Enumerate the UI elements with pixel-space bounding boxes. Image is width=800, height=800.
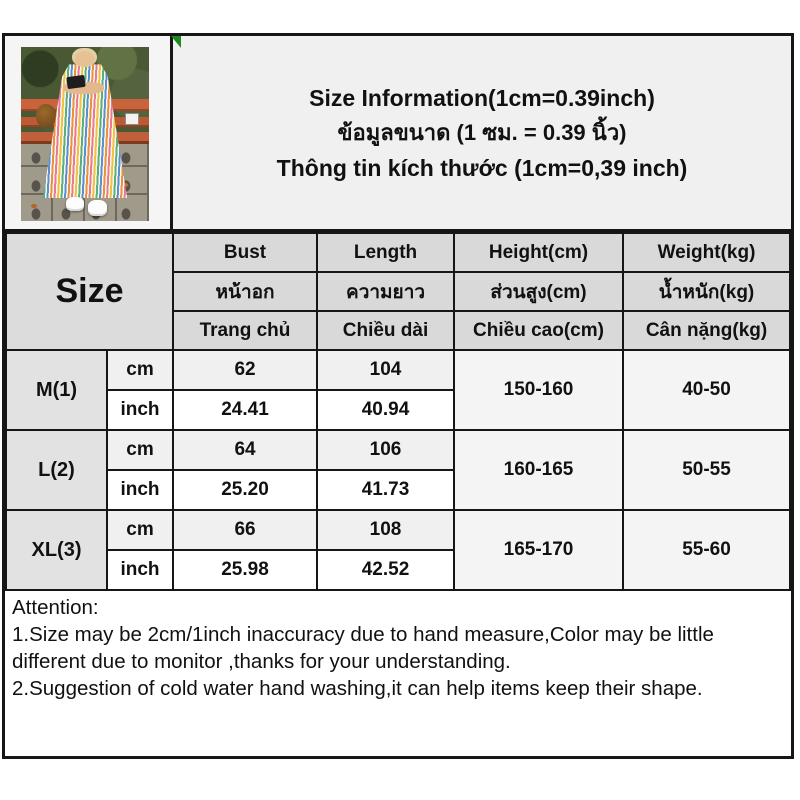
cell-xl3-size: XL(3) (6, 510, 107, 590)
header-bust-vi: Trang chủ (173, 311, 317, 350)
header-weight-th: น้ำหนัก(kg) (623, 272, 790, 311)
cell-l2-height: 160-165 (454, 430, 623, 510)
cell-l2-unit-cm: cm (107, 430, 173, 470)
product-photo (21, 47, 149, 221)
attention-item-2: 2.Suggestion of cold water hand washing,it can help items keep their shape. (12, 677, 703, 700)
title-vietnamese: Thông tin kích thước (1cm=0,39 inch) (276, 154, 688, 181)
cell-l2-length-cm: 106 (317, 430, 454, 470)
header-length-th: ความยาว (317, 272, 454, 311)
header-length-vi: Chiều dài (317, 311, 454, 350)
size-chart-sheet (2, 33, 794, 759)
header-height-th: ส่วนสูง(cm) (454, 272, 623, 311)
model-head (72, 48, 96, 67)
title-cell (173, 36, 791, 229)
cell-m1-weight: 40-50 (623, 350, 790, 430)
header-bust-en: Bust (173, 233, 317, 272)
cell-m1-height: 150-160 (454, 350, 623, 430)
size-table (5, 232, 791, 591)
cell-m1-size: M(1) (6, 350, 107, 430)
header-height-vi: Chiều cao(cm) (454, 311, 623, 350)
cell-l2-size: L(2) (6, 430, 107, 510)
cell-l2-bust-inch: 25.20 (173, 470, 317, 510)
cell-l2-weight: 50-55 (623, 430, 790, 510)
product-photo-cell (5, 36, 173, 229)
header-weight-vi: Cân nặng(kg) (623, 311, 790, 350)
cell-m1-length-inch: 40.94 (317, 390, 454, 430)
cell-xl3-length-inch: 42.52 (317, 550, 454, 590)
cell-xl3-bust-inch: 25.98 (173, 550, 317, 590)
cell-xl3-weight: 55-60 (623, 510, 790, 590)
white-sandal (88, 200, 107, 216)
attention-section (5, 591, 791, 705)
cell-xl3-bust-cm: 66 (173, 510, 317, 550)
header-size: Size (6, 233, 173, 350)
white-sandal (66, 197, 84, 211)
cell-l2-bust-cm: 64 (173, 430, 317, 470)
header-weight-en: Weight(kg) (623, 233, 790, 272)
cell-m1-unit-inch: inch (107, 390, 173, 430)
cell-m1-bust-inch: 24.41 (173, 390, 317, 430)
cell-l2-length-inch: 41.73 (317, 470, 454, 510)
title-english: Size Information(1cm=0.39inch) (309, 84, 655, 111)
attention-item-1: 1.Size may be 2cm/1inch inaccuracy due to hand measure,Color may be little different due to monitor ,thanks for your understanding. (12, 623, 714, 673)
card-on-bench (125, 113, 139, 125)
attention-heading: Attention: (12, 596, 99, 619)
cell-m1-unit-cm: cm (107, 350, 173, 390)
top-section (5, 36, 791, 232)
cell-xl3-unit-inch: inch (107, 550, 173, 590)
cell-xl3-length-cm: 108 (317, 510, 454, 550)
cell-m1-bust-cm: 62 (173, 350, 317, 390)
camera (66, 75, 85, 90)
handbag (36, 104, 55, 127)
green-triangle-marker (171, 36, 181, 48)
cell-m1-length-cm: 104 (317, 350, 454, 390)
fallen-leaf (31, 204, 37, 208)
cell-xl3-height: 165-170 (454, 510, 623, 590)
header-length-en: Length (317, 233, 454, 272)
cell-l2-unit-inch: inch (107, 470, 173, 510)
cell-xl3-unit-cm: cm (107, 510, 173, 550)
header-height-en: Height(cm) (454, 233, 623, 272)
header-bust-th: หน้าอก (173, 272, 317, 311)
title-thai: ข้อมูลขนาด (1 ซม. = 0.39 นิ้ว) (337, 119, 627, 145)
